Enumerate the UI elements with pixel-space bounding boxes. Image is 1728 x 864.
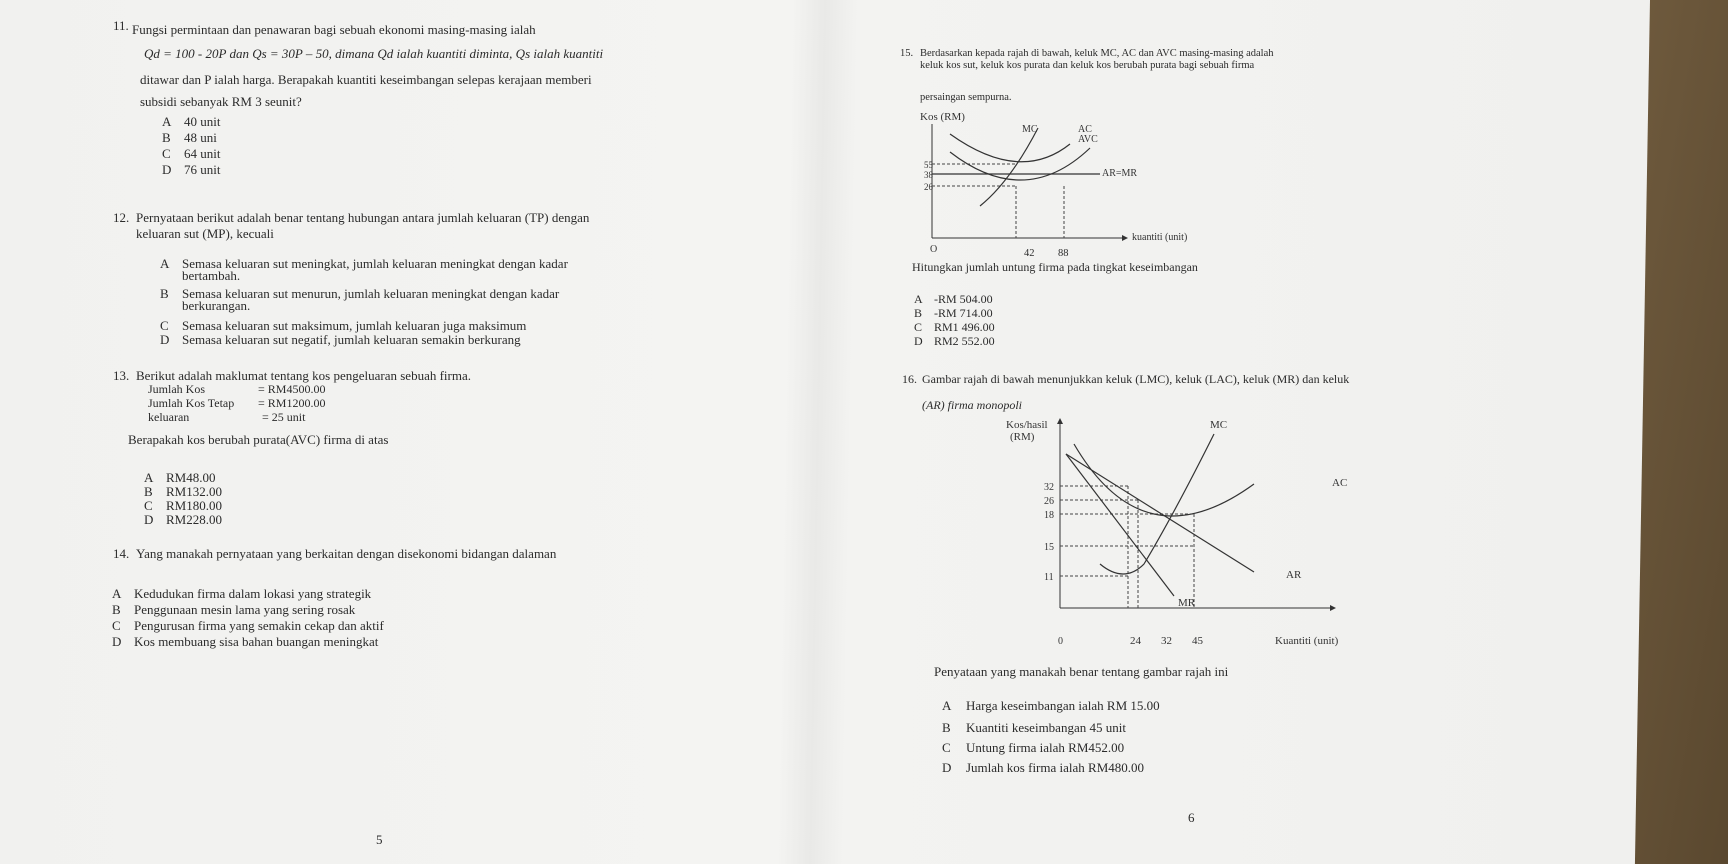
option-b[interactable]: B Kuantiti keseimbangan 45 unit	[942, 720, 1126, 735]
info-label: Jumlah Kos	[148, 382, 205, 396]
option-d[interactable]: D Semasa keluaran sut negatif, jumlah keluaran semakin berkurang	[160, 332, 521, 347]
option-b[interactable]: B -RM 714.00	[914, 306, 993, 320]
y-tick: 11	[1044, 572, 1054, 583]
question-text: keluk kos sut, keluk kos purata dan keluk kos berubah purata bagi sebuah firma	[920, 60, 1255, 71]
y-tick: 18	[1044, 510, 1054, 521]
y-tick: 32	[1044, 482, 1054, 493]
y-axis-arrow	[1057, 418, 1063, 424]
question-number: 15.	[900, 48, 914, 59]
page-number-right: 6	[1188, 810, 1195, 825]
question-number: 11.	[113, 18, 129, 33]
question-number: 13.	[113, 368, 130, 383]
question-number: 16.	[902, 372, 917, 386]
x-axis-arrow	[1330, 605, 1336, 611]
mc-label: MC	[1210, 419, 1228, 431]
x-tick: 32	[1161, 635, 1172, 647]
question-text: ditawar dan P ialah harga. Berapakah kuantiti keseimbangan selepas kerajaan memberi	[140, 72, 592, 87]
option-d[interactable]: D RM2 552.00	[914, 334, 995, 348]
option-a[interactable]: A Harga keseimbangan ialah RM 15.00	[942, 698, 1160, 713]
ar-mr-label: AR=MR	[1102, 168, 1138, 179]
x-tick: 88	[1058, 248, 1069, 259]
question-text: Qd = 100 - 20P dan Qs = 30P – 50, dimana Qd ialah kuantiti diminta, Qs ialah kuantiti	[144, 46, 604, 61]
origin-label: 0	[1058, 636, 1063, 647]
avc-label: AVC	[1078, 134, 1098, 145]
y-tick: 26	[924, 182, 933, 192]
y-axis-label-unit: (RM)	[1010, 431, 1035, 443]
question-text: Penyataan yang manakah benar tentang gambar rajah ini	[934, 664, 1229, 679]
option-d[interactable]: D Kos membuang sisa bahan buangan meningkat	[112, 634, 379, 649]
option-b-cont: berkurangan.	[182, 298, 251, 313]
x-tick: 42	[1024, 248, 1035, 259]
option-c[interactable]: C 64 unit	[162, 146, 221, 161]
mc-curve	[1100, 434, 1214, 574]
info-label: keluaran	[148, 410, 190, 424]
mc-curve	[980, 128, 1038, 206]
x-tick: 45	[1192, 635, 1203, 647]
question-text: Yang manakah pernyataan yang berkaitan dengan disekonomi bidangan dalaman	[136, 546, 557, 561]
question-text: keluaran sut (MP), kecuali	[136, 226, 274, 241]
ac-curve	[1074, 444, 1254, 516]
option-a[interactable]: A RM48.00	[144, 470, 216, 485]
question-text: (AR) firma monopoli	[922, 398, 1022, 412]
mr-label: MR	[1178, 597, 1196, 609]
option-d[interactable]: D Jumlah kos firma ialah RM480.00	[942, 760, 1145, 775]
option-a[interactable]: A Kedudukan firma dalam lokasi yang strategik	[112, 586, 372, 601]
option-a[interactable]: A Semasa keluaran sut meningkat, jumlah keluaran meningkat dengan kadar	[160, 256, 568, 271]
origin-label: O	[930, 244, 938, 255]
x-axis-arrow	[1122, 235, 1128, 241]
question-text: Berapakah kos berubah purata(AVC) firma di atas	[128, 432, 389, 447]
option-a-cont: bertambah.	[182, 268, 241, 283]
y-tick: 26	[1044, 496, 1054, 507]
option-d[interactable]: D 76 unit	[162, 162, 221, 177]
y-tick: 38	[924, 170, 933, 180]
ac-label: AC	[1078, 124, 1092, 135]
option-a[interactable]: A -RM 504.00	[914, 292, 993, 306]
question-text: persaingan sempurna.	[920, 92, 1012, 103]
y-tick: 55	[924, 160, 933, 170]
avc-curve	[950, 148, 1090, 180]
x-tick: 24	[1130, 635, 1141, 647]
question-text: Fungsi permintaan dan penawaran bagi sebuah ekonomi masing-masing ialah	[132, 22, 536, 37]
page-number-left: 5	[376, 832, 383, 847]
info-label: Jumlah Kos Tetap	[148, 396, 235, 410]
option-c[interactable]: C Semasa keluaran sut maksimum, jumlah keluaran juga maksimum	[160, 318, 527, 333]
option-c[interactable]: C Pengurusan firma yang semakin cekap dan aktif	[112, 618, 384, 633]
monopoly-graph-16	[1004, 414, 1384, 654]
info-value: = 25 unit	[262, 410, 306, 424]
y-axis-label: Kos/hasil	[1006, 419, 1048, 431]
mr-line	[1066, 454, 1174, 596]
ar-label: AR	[1286, 569, 1302, 581]
question-text: subsidi sebanyak RM 3 seunit?	[140, 94, 302, 109]
question-text: Pernyataan berikut adalah benar tentang hubungan antara jumlah keluaran (TP) dengan	[136, 210, 590, 225]
x-axis-label: Kuantiti (unit)	[1275, 635, 1339, 647]
option-c[interactable]: C RM180.00	[144, 498, 222, 513]
question-text: Berikut adalah maklumat tentang kos pengeluaran sebuah firma.	[136, 368, 471, 383]
option-b[interactable]: B 48 uni	[162, 130, 217, 145]
question-number: 12.	[113, 210, 130, 225]
option-a[interactable]: A 40 unit	[162, 114, 221, 129]
question-text: Hitungkan jumlah untung firma pada tingkat keseimbangan	[912, 260, 1198, 274]
option-b[interactable]: B Semasa keluaran sut menurun, jumlah keluaran meningkat dengan kadar	[160, 286, 560, 301]
x-axis-label: kuantiti (unit)	[1132, 232, 1188, 243]
option-c[interactable]: C Untung firma ialah RM452.00	[942, 740, 1125, 755]
option-b[interactable]: B Penggunaan mesin lama yang sering rosak	[112, 602, 356, 617]
question-text: Berdasarkan kepada rajah di bawah, keluk MC, AC dan AVC masing-masing adalah	[920, 48, 1274, 59]
y-axis-label: Kos (RM)	[920, 111, 965, 123]
question-text: Gambar rajah di bawah menunjukkan keluk (LMC), keluk (LAC), keluk (MR) dan keluk	[922, 372, 1350, 386]
question-number: 14.	[113, 546, 130, 561]
y-tick: 15	[1044, 542, 1054, 553]
mc-label: MC	[1022, 124, 1038, 135]
info-value: = RM4500.00	[258, 382, 326, 396]
option-d[interactable]: D RM228.00	[144, 512, 222, 527]
ac-curve	[950, 134, 1070, 162]
info-value: = RM1200.00	[258, 396, 326, 410]
option-c[interactable]: C RM1 496.00	[914, 320, 995, 334]
ar-line	[1066, 454, 1254, 572]
option-b[interactable]: B RM132.00	[144, 484, 222, 499]
ac-label: AC	[1332, 477, 1348, 489]
